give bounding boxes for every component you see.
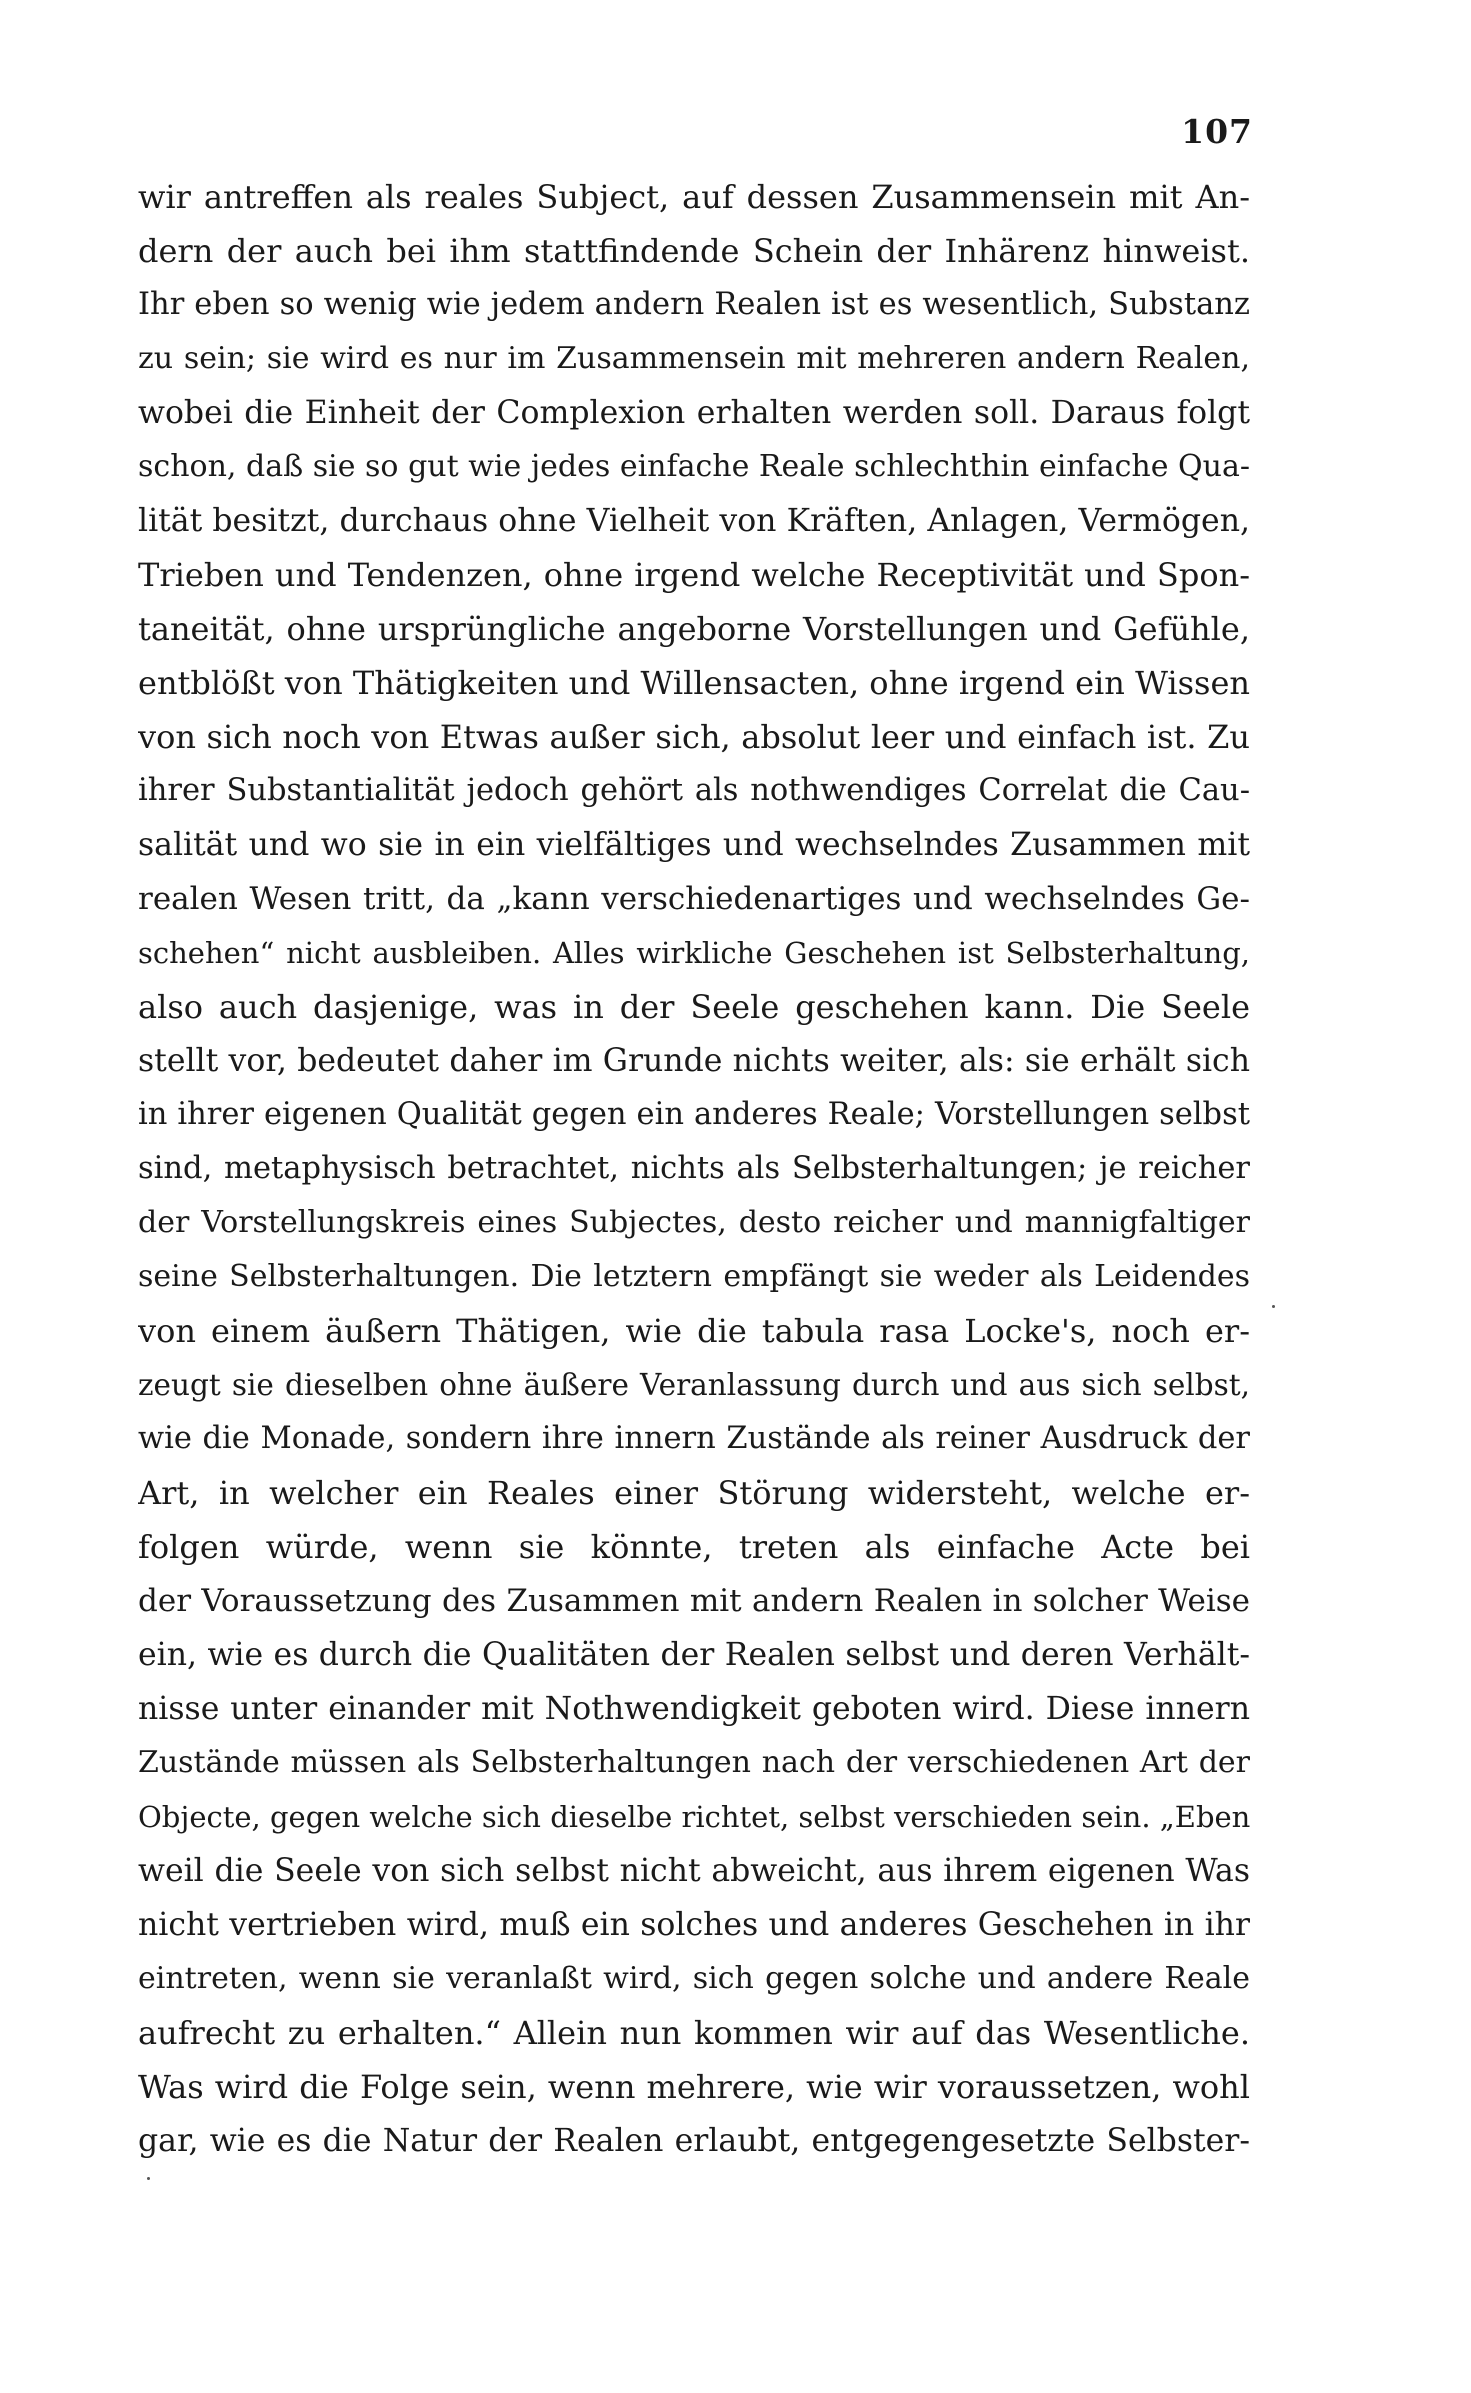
text-line: dern der auch bei ihm stattfindende Schein der Inhärenz hinweist. bbox=[138, 232, 1250, 270]
text-line: schon, daß sie so gut wie jedes einfache Reale schlechthin einfache Qua- bbox=[138, 449, 1250, 484]
text-line: der Vorstellungskreis eines Subjectes, desto reicher und mannigfaltiger bbox=[138, 1205, 1250, 1240]
text-line: gar, wie es die Natur der Realen erlaubt, entgegengesetzte Selbster- bbox=[138, 2123, 1250, 2159]
text-line: sind, metaphysisch betrachtet, nichts als Selbsterhaltungen; je reicher bbox=[138, 1151, 1250, 1186]
text-line: nicht vertrieben wird, muß ein solches und anderes Geschehen in ihr bbox=[138, 1907, 1250, 1943]
text-line: folgen würde, wenn sie könnte, treten als einfache Acte bei bbox=[138, 1528, 1250, 1566]
paper-speck bbox=[1272, 1305, 1275, 1308]
text-line: von einem äußern Thätigen, wie die tabula rasa Locke's, noch er- bbox=[138, 1312, 1250, 1350]
text-line: schehen“ nicht ausbleiben. Alles wirkliche Geschehen ist Selbsterhaltung, bbox=[138, 936, 1250, 970]
text-line: lität besitzt, durchaus ohne Vielheit von Kräften, Anlagen, Vermögen, bbox=[138, 503, 1250, 539]
text-line: eintreten, wenn sie veranlaßt wird, sich gegen solche und andere Reale bbox=[138, 1961, 1250, 1996]
text-line: von sich noch von Etwas außer sich, absolut leer und einfach ist. Zu bbox=[138, 718, 1250, 756]
text-line: wir antreffen als reales Subject, auf dessen Zusammensein mit An- bbox=[138, 178, 1250, 216]
text-line: zu sein; sie wird es nur im Zusammensein mit mehreren andern Realen, bbox=[138, 341, 1250, 376]
text-line: nisse unter einander mit Nothwendigkeit geboten wird. Diese innern bbox=[138, 1691, 1250, 1727]
text-line: Objecte, gegen welche sich dieselbe richtet, selbst verschieden sein. „Eben bbox=[138, 1800, 1250, 1834]
text-line: Trieben und Tendenzen, ohne irgend welche Receptivität und Spon- bbox=[138, 556, 1250, 594]
text-line: wobei die Einheit der Complexion erhalten werden soll. Daraus folgt bbox=[138, 395, 1250, 431]
text-line: entblößt von Thätigkeiten und Willensacten, ohne irgend ein Wissen bbox=[138, 664, 1250, 702]
text-line: Was wird die Folge sein, wenn mehrere, wie wir voraussetzen, wohl bbox=[138, 2068, 1250, 2106]
text-line: salität und wo sie in ein vielfältiges und wechselndes Zusammen mit bbox=[138, 827, 1250, 863]
text-line: stellt vor, bedeutet daher im Grunde nichts weiter, als: sie erhält sich bbox=[138, 1043, 1250, 1079]
text-line: taneität, ohne ursprüngliche angeborne Vorstellungen und Gefühle, bbox=[138, 610, 1250, 648]
text-line: Zustände müssen als Selbsterhaltungen nach der verschiedenen Art der bbox=[138, 1745, 1250, 1780]
text-line: realen Wesen tritt, da „kann verschiedenartiges und wechselndes Ge- bbox=[138, 881, 1250, 917]
text-line: seine Selbsterhaltungen. Die letztern empfängt sie weder als Leidendes bbox=[138, 1259, 1250, 1294]
text-line: ihrer Substantialität jedoch gehört als nothwendiges Correlat die Cau- bbox=[138, 773, 1250, 808]
page-number: 107 bbox=[1181, 112, 1253, 151]
text-line: in ihrer eigenen Qualität gegen ein anderes Reale; Vorstellungen selbst bbox=[138, 1097, 1250, 1132]
paper-speck bbox=[147, 2177, 150, 2180]
text-line: aufrecht zu erhalten.“ Allein nun kommen wir auf das Wesentliche. bbox=[138, 2014, 1250, 2052]
text-line: ein, wie es durch die Qualitäten der Realen selbst und deren Verhält- bbox=[138, 1637, 1250, 1673]
body-text bbox=[138, 170, 1250, 2168]
text-line: Ihr eben so wenig wie jedem andern Realen ist es wesentlich, Substanz bbox=[138, 287, 1250, 322]
text-line: wie die Monade, sondern ihre innern Zustände als reiner Ausdruck der bbox=[138, 1421, 1250, 1456]
text-line: zeugt sie dieselben ohne äußere Veranlassung durch und aus sich selbst, bbox=[138, 1368, 1250, 1402]
text-line: der Voraussetzung des Zusammen mit andern Realen in solcher Weise bbox=[138, 1583, 1250, 1619]
text-line: Art, in welcher ein Reales einer Störung widersteht, welche er- bbox=[138, 1474, 1250, 1512]
text-line: weil die Seele von sich selbst nicht abweicht, aus ihrem eigenen Was bbox=[138, 1853, 1250, 1889]
text-line: also auch dasjenige, was in der Seele geschehen kann. Die Seele bbox=[138, 988, 1250, 1026]
